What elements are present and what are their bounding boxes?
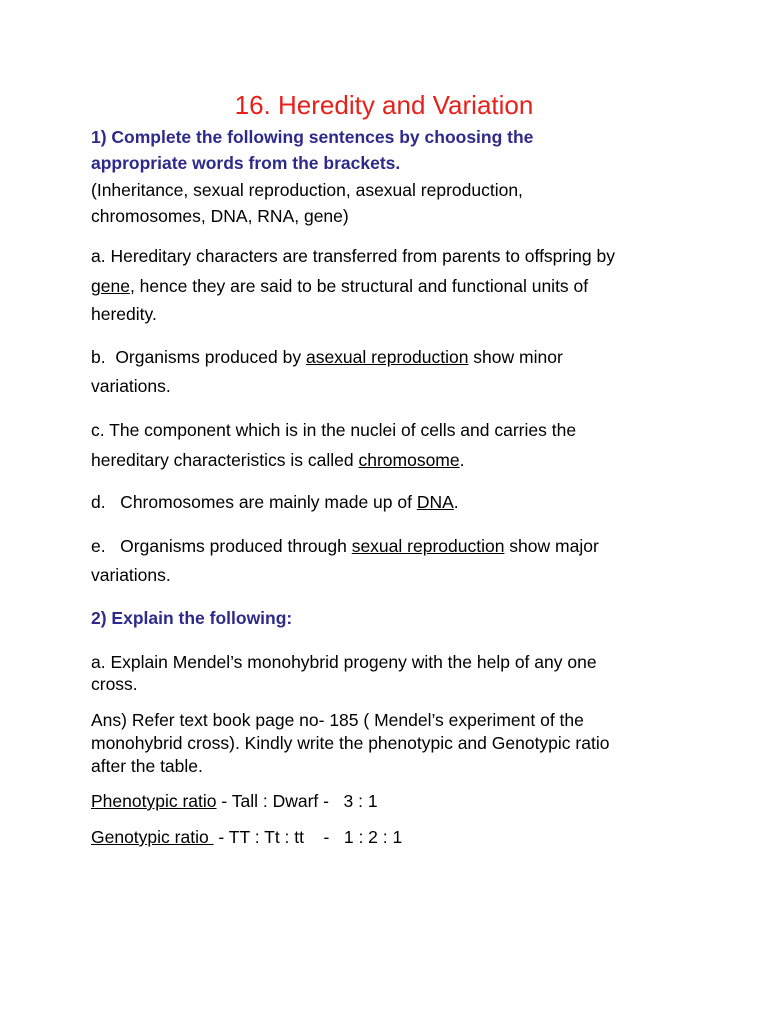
sentence-b-line2: variations. [91,376,171,396]
answer-line3: after the table. [91,756,203,776]
sentence-c-line2: hereditary characteristics is called chromosome. [91,450,465,470]
genotypic-ratio [91,827,402,848]
answer-a: gene [91,276,130,296]
question-2a-line1: a. Explain Mendel’s monohybrid progeny with the help of any one [91,652,597,672]
answer-b: asexual reproduction [305,347,469,367]
phenotypic-ratio [91,791,378,812]
phenotypic-ratio-value: - Tall : Dwarf - 3 : 1 [216,791,378,811]
question-2a-line2: cross. [91,674,138,694]
genotypic-ratio-label: Genotypic ratio [91,827,214,847]
genotypic-ratio-value: - TT : Tt : tt - 1 : 2 : 1 [213,827,403,847]
question-1-heading-line2: appropriate words from the brackets. [91,153,401,173]
phenotypic-ratio-label: Phenotypic ratio [91,791,217,811]
word-options-line1: (Inheritance, sexual reproduction, asexual reproduction, [91,180,523,200]
page-title: 16. Heredity and Variation [234,90,534,120]
answer-e: sexual reproduction [351,536,505,556]
sentence-b-line1: b. Organisms produced by asexual reproduction show minor [91,347,563,367]
answer-line1: Ans) Refer text book page no- 185 ( Mendel’s experiment of the [91,710,584,730]
answer-c: chromosome [358,450,460,470]
sentence-d: d. Chromosomes are mainly made up of DNA. [91,492,459,512]
question-2-heading: 2) Explain the following: [91,608,293,628]
question-1-heading-line1: 1) Complete the following sentences by choosing the [91,127,534,147]
word-options-line2: chromosomes, DNA, RNA, gene) [91,206,349,226]
sentence-a-line1: a. Hereditary characters are transferred from parents to offspring by [91,246,615,266]
answer-line2: monohybrid cross). Kindly write the phenotypic and Genotypic ratio [91,733,610,753]
sentence-c-line1: c. The component which is in the nuclei of cells and carries the [91,420,577,440]
sentence-e-line2: variations. [91,565,171,585]
sentence-a-line3: heredity. [91,304,157,324]
sentence-a-line2: gene, hence they are said to be structural and functional units of [91,276,589,296]
answer-d: DNA [416,492,454,512]
sentence-e-line1: e. Organisms produced through sexual reproduction show major [91,536,599,556]
